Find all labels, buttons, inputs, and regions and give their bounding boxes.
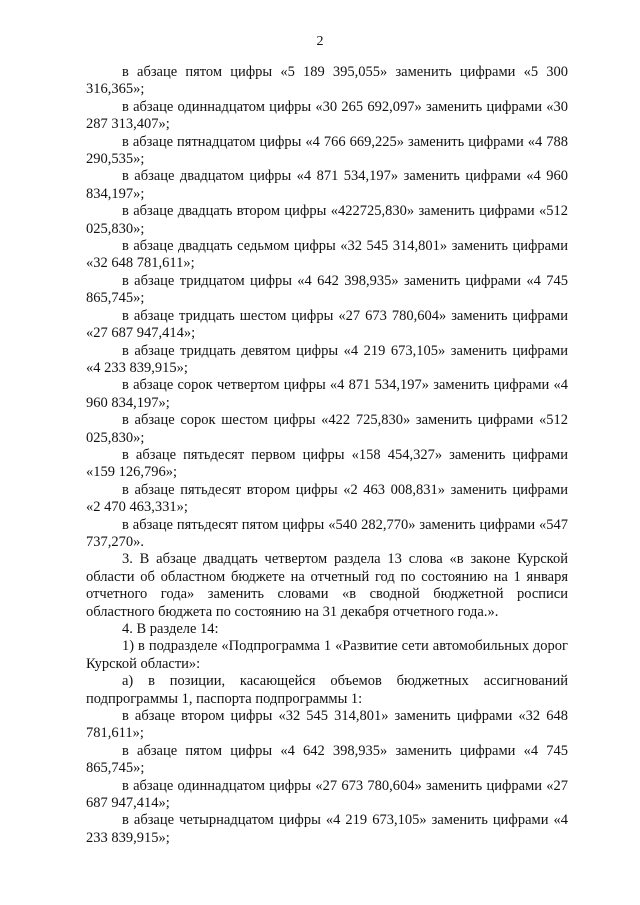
amendment-paragraph: в абзаце одиннадцатом цифры «27 673 780,604» заменить цифрами «27 687 947,414»; xyxy=(86,777,568,812)
item-a-heading: а) в позиции, касающейся объемов бюджетных ассигнований подпрограммы 1, паспорта подпрограммы 1: xyxy=(86,673,568,707)
page-number: 2 xyxy=(316,34,324,49)
amendment-paragraph: в абзаце пятнадцатом цифры «4 766 669,225» заменить цифрами «4 788 290,535»; xyxy=(86,133,568,168)
amendment-paragraph: в абзаце втором цифры «32 545 314,801» заменить цифрами «32 648 781,611»; xyxy=(86,708,568,742)
document-body xyxy=(86,64,568,847)
amendment-paragraph: в абзаце пятьдесят пятом цифры «540 282,770» заменить цифрами «547 737,270». xyxy=(86,516,568,550)
amendment-paragraph: в абзаце двадцать втором цифры «422725,830» заменить цифрами «512 025,830»; xyxy=(86,203,568,237)
amendment-paragraph: в абзаце пятьдесят втором цифры «2 463 008,831» заменить цифрами «2 470 463,331»; xyxy=(86,481,568,516)
amendment-paragraph: в абзаце двадцать седьмом цифры «32 545 314,801» заменить цифрами «32 648 781,611»; xyxy=(86,238,568,272)
amendment-paragraph: в абзаце тридцатом цифры «4 642 398,935» заменить цифрами «4 745 865,745»; xyxy=(86,272,568,307)
amendment-paragraph: в абзаце тридцать шестом цифры «27 673 780,604» заменить цифрами «27 687 947,414»; xyxy=(86,307,568,342)
amendment-paragraph: в абзаце тридцать девятом цифры «4 219 673,105» заменить цифрами «4 233 839,915»; xyxy=(86,342,568,376)
amendment-paragraph: в абзаце пятом цифры «4 642 398,935» заменить цифрами «4 745 865,745»; xyxy=(86,742,568,777)
amendment-paragraph: в абзаце одиннадцатом цифры «30 265 692,097» заменить цифрами «30 287 313,407»; xyxy=(86,98,568,133)
amendment-paragraph: в абзаце четырнадцатом цифры «4 219 673,105» заменить цифрами «4 233 839,915»; xyxy=(86,812,568,846)
section-13-amendment: 3. В абзаце двадцать четвертом раздела 13 слова «в законе Курской области об областном бюджете на отчетный год по состоянию на 1 января отчетного года» заменить словами «в сводной бюджетной росписи областного бюджета по состоянию на 31 декабря отчетного года.». xyxy=(86,551,568,620)
subsection-1-heading: 1) в подразделе «Подпрограмма 1 «Развитие сети автомобильных дорог Курской области»: xyxy=(86,638,568,672)
amendment-paragraph: в абзаце пятьдесят первом цифры «158 454,327» заменить цифрами «159 126,796»; xyxy=(86,446,568,481)
amendment-paragraph: в абзаце сорок четвертом цифры «4 871 534,197» заменить цифрами «4 960 834,197»; xyxy=(86,377,568,411)
section-14-heading: 4. В разделе 14: xyxy=(122,621,219,637)
amendment-paragraph: в абзаце двадцатом цифры «4 871 534,197» заменить цифрами «4 960 834,197»; xyxy=(86,168,568,202)
amendment-paragraph: в абзаце сорок шестом цифры «422 725,830» заменить цифрами «512 025,830»; xyxy=(86,412,568,446)
amendment-paragraph: в абзаце пятом цифры «5 189 395,055» заменить цифрами «5 300 316,365»; xyxy=(86,64,568,98)
